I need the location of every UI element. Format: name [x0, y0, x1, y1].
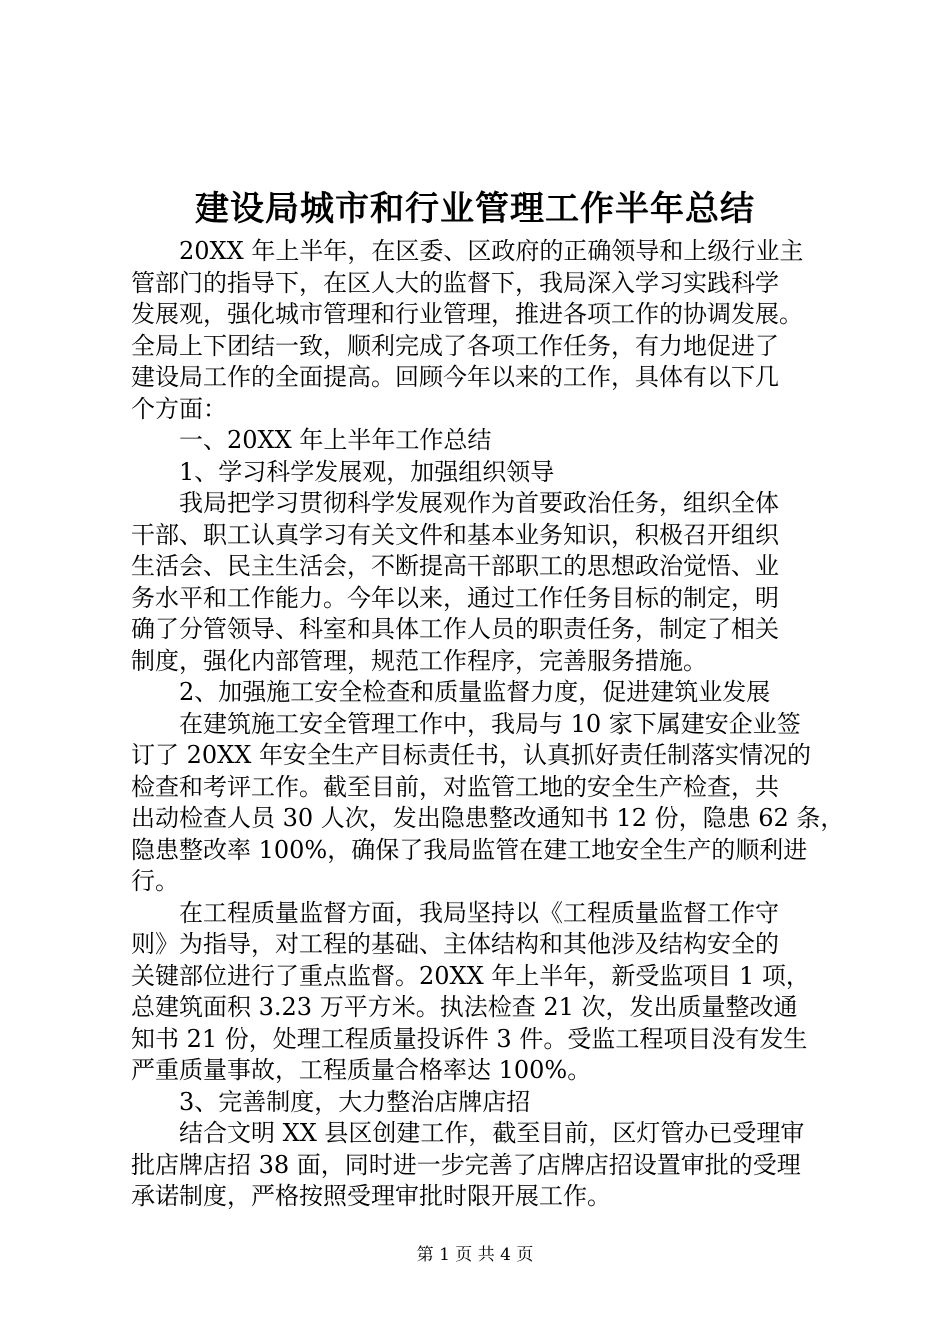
body-line: 3、完善制度，大力整治店牌店招: [179, 1087, 531, 1116]
body-line: 承诺制度，严格按照受理审批时限开展工作。: [131, 1182, 611, 1210]
body-line: 个方面：: [131, 394, 227, 423]
body-line: 务水平和工作能力。今年以来，通过工作任务目标的制定，明: [131, 583, 779, 612]
body-line: 制度，强化内部管理，规范工作程序，完善服务措施。: [131, 646, 707, 675]
body-line: 隐患整改率 100%，确保了我局监管在建工地安全生产的顺利进: [131, 835, 808, 864]
body-line: 一、20XX 年上半年工作总结: [179, 426, 492, 454]
body-line: 则》为指导，对工程的基础、主体结构和其他涉及结构安全的: [131, 930, 779, 958]
body-line: 关键部位进行了重点监督。20XX 年上半年，新受监项目 1 项，: [131, 961, 810, 990]
body-line: 生活会、民主生活会，不断提高干部职工的思想政治觉悟、业: [131, 552, 779, 580]
body-line: 在工程质量监督方面，我局坚持以《工程质量监督工作守: [179, 898, 779, 927]
body-line: 建设局工作的全面提高。回顾今年以来的工作，具体有以下几: [131, 363, 779, 391]
body-line: 干部、职工认真学习有关文件和基本业务知识，积极召开组织: [131, 520, 779, 549]
body-line: 在建筑施工安全管理工作中，我局与 10 家下属建安企业签: [179, 709, 801, 738]
document-title: 建设局城市和行业管理工作半年总结: [195, 189, 755, 229]
body-line: 严重质量事故，工程质量合格率达 100%。: [131, 1056, 592, 1084]
body-line: 1、学习科学发展观，加强组织领导: [179, 457, 555, 486]
body-line: 确了分管领导、科室和具体工作人员的职责任务，制定了相关: [131, 615, 779, 643]
body-line: 行。: [131, 867, 179, 895]
body-line: 批店牌店招 38 面，同时进一步完善了店牌店招设置审批的受理: [131, 1150, 801, 1179]
body-line: 出动检查人员 30 人次，发出隐患整改通知书 12 份，隐患 62 条，: [131, 804, 845, 832]
page-footer: 第 1 页 共 4 页: [416, 1245, 534, 1265]
body-line: 全局上下团结一致，顺利完成了各项工作任务，有力地促进了: [131, 331, 779, 360]
body-line: 管部门的指导下，在区人大的监督下，我局深入学习实践科学: [131, 268, 779, 297]
body-line: 2、加强施工安全检查和质量监督力度，促进建筑业发展: [179, 678, 771, 706]
body-line: 我局把学习贯彻科学发展观作为首要政治任务，组织全体: [179, 489, 779, 517]
body-line: 发展观，强化城市管理和行业管理，推进各项工作的协调发展。: [131, 300, 803, 328]
document-body: [131, 236, 851, 1213]
body-line: 订了 20XX 年安全生产目标责任书，认真抓好责任制落实情况的: [131, 741, 811, 769]
body-line: 20XX 年上半年，在区委、区政府的正确领导和上级行业主: [179, 237, 804, 265]
body-line: 结合文明 XX 县区创建工作，截至目前，区灯管办已受理审: [179, 1119, 805, 1147]
body-line: 知书 21 份，处理工程质量投诉件 3 件。受监工程项目没有发生: [131, 1024, 808, 1053]
body-line: 总建筑面积 3.23 万平方米。执法检查 21 次，发出质量整改通: [131, 993, 798, 1021]
body-line: 检查和考评工作。截至目前，对监管工地的安全生产检查，共: [131, 772, 779, 801]
